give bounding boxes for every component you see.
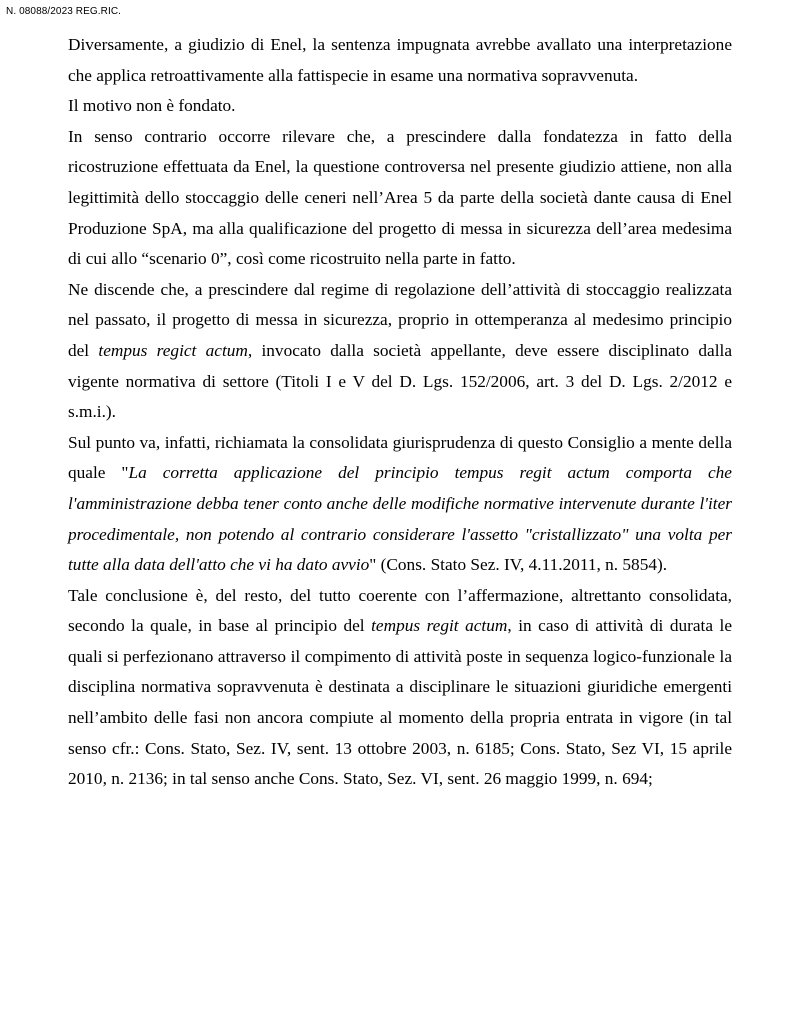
paragraph-2: Il motivo non è fondato. <box>68 96 236 116</box>
paragraph-5-citation: " (Cons. Stato Sez. IV, 4.11.2011, n. 5854). <box>369 555 668 575</box>
paragraph-3: In senso contrario occorre rilevare che, a prescindere dalla fondatezza in fatto della ricostruzione effettuata da Enel, la questione controversa nel presente giudizio attiene, non alla legittimità dello stoccaggio delle ceneri nell’Area 5 da parte della società dante causa di Enel Produzione SpA, ma alla qualificazione del progetto di messa in sicurezza dell’area medesima di cui allo “scenario 0”, così come ricostruito nella parte in fatto. <box>68 126 732 269</box>
paragraph-6-text-a: Tale conclusione è, del resto, del tutto coerente con l’affermazione, altrettanto consolidata, secondo la quale, in base al principio del <box>68 585 732 636</box>
paragraph-5 <box>68 428 732 581</box>
paragraph-6-text-c: , in caso di attività di durata le quali si perfezionano attraverso il compimento di attività poste in sequenza logico-funzionale la disciplina normativa sopravvenuta è destinata a disciplinare le situazioni giuridiche emergenti nell’ambito delle fasi non ancora compiute al momento della propria entrata in vigore (in tal senso cfr.: Cons. Stato, Sez. IV, sent. 13 ottobre 2003, n. 6185; Cons. Stato, Sez VI, 15 aprile 2010, n. 2136; in tal senso anche Cons. Stato, Sez. VI, sent. 26 maggio 1999, n. 694; <box>68 616 732 789</box>
document-reference: N. 08088/2023 REG.RIC. <box>6 6 122 17</box>
paragraph-1: Diversamente, a giudizio di Enel, la sentenza impugnata avrebbe avallato una interpretazione che applica retroattivamente alla fattispecie in esame una normativa sopravvenuta. <box>68 35 732 85</box>
paragraph-5-text-a: Sul punto va, infatti, richiamata la consolidata giurisprudenza di questo Consiglio a mente della quale " <box>68 432 732 483</box>
paragraph-4-latin-phrase: tempus regict actum <box>98 340 248 360</box>
paragraph-4 <box>68 275 732 428</box>
paragraph-4-text-a: Ne discende che, a prescindere dal regime di regolazione dell’attività di stoccaggio realizzata nel passato, il progetto di messa in sicurezza, proprio in ottemperanza al medesimo principio del <box>68 279 732 360</box>
paragraph-5-quotation: La corretta applicazione del principio tempus regit actum comporta che l'amministrazione debba tener conto anche delle modifiche normative intervenute durante l'iter procedimentale, non potendo al contrario considerare l'assetto "cristallizzato" una volta per tutte alla data dell'atto che vi ha dato avvio <box>68 463 732 575</box>
paragraph-4-text-c: , invocato dalla società appellante, deve essere disciplinato dalla vigente normativa di settore (Titoli I e V del D. Lgs. 152/2006, art. 3 del D. Lgs. 2/2012 e s.m.i.). <box>68 340 733 422</box>
paragraph-6 <box>68 581 732 795</box>
document-body <box>68 30 732 795</box>
paragraph-6-latin-phrase: tempus regit actum <box>371 616 508 636</box>
